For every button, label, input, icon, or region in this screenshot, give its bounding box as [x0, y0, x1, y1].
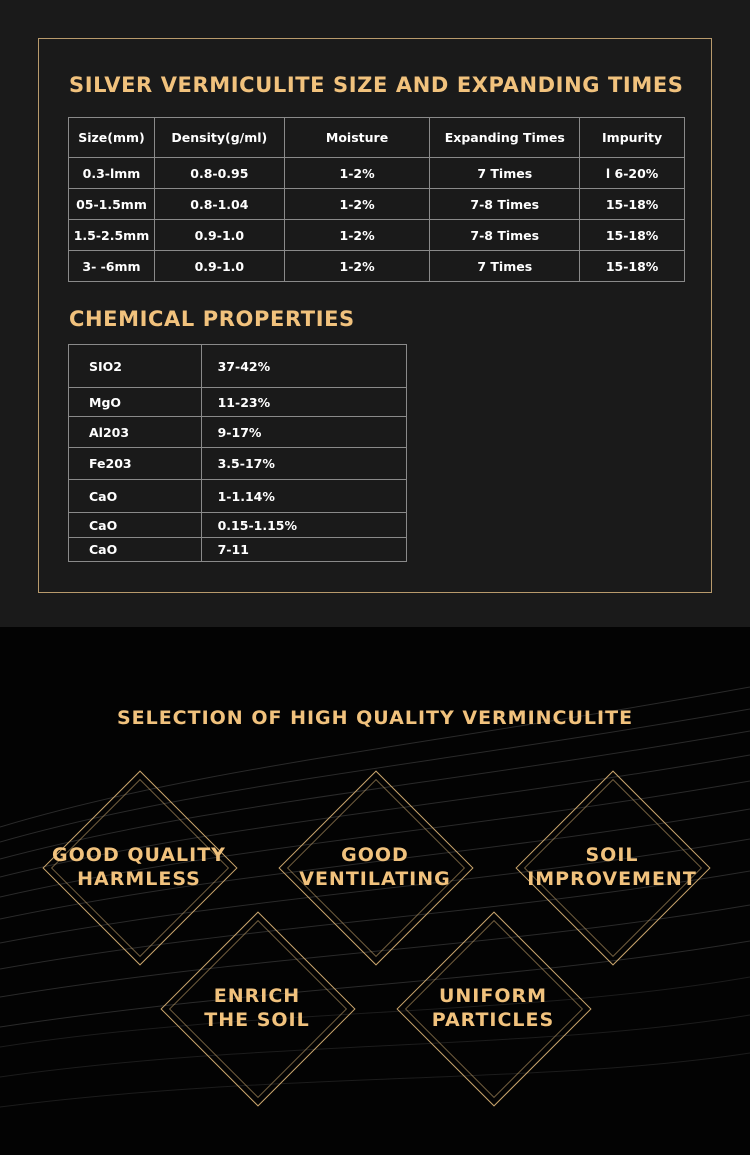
feature-label: [147, 898, 367, 1118]
cell-compound: Fe203: [69, 448, 202, 480]
size-section-title: SILVER VERMICULITE SIZE AND EXPANDING TIMES: [69, 73, 684, 97]
table-row: [69, 345, 407, 388]
table-header-row: [69, 118, 685, 158]
table-row: [69, 538, 407, 562]
cell-size: 0.3-lmm: [69, 158, 155, 189]
header-impurity: Impurity: [580, 118, 685, 158]
table-row: [69, 251, 685, 282]
cell-percentage: 3.5-17%: [201, 448, 406, 480]
feature-line1: GOOD QUALITY: [52, 844, 226, 866]
chemical-section-title: CHEMICAL PROPERTIES: [69, 307, 355, 331]
cell-expanding: 7-8 Times: [430, 189, 580, 220]
table-row: [69, 189, 685, 220]
table-row: [69, 480, 407, 513]
header-size: Size(mm): [69, 118, 155, 158]
cell-compound: CaO: [69, 513, 202, 538]
cell-impurity: 15-18%: [580, 220, 685, 251]
table-row: [69, 388, 407, 417]
feature-line1: UNIFORM: [438, 985, 548, 1007]
cell-density: 0.9-1.0: [154, 220, 284, 251]
feature-line1: GOOD: [341, 844, 409, 866]
cell-expanding: 7 Times: [430, 158, 580, 189]
feature-diamond: [383, 898, 603, 1118]
feature-line2: HARMLESS: [77, 868, 201, 890]
feature-line2: VENTILATING: [299, 868, 451, 890]
cell-compound: CaO: [69, 480, 202, 513]
cell-percentage: 9-17%: [201, 417, 406, 448]
cell-density: 0.9-1.0: [154, 251, 284, 282]
selection-title: SELECTION OF HIGH QUALITY VERMINCULITE: [116, 707, 634, 729]
cell-expanding: 7 Times: [430, 251, 580, 282]
cell-moisture: 1-2%: [284, 251, 430, 282]
table-row: [69, 220, 685, 251]
cell-moisture: 1-2%: [284, 189, 430, 220]
feature-line2: PARTICLES: [431, 1009, 555, 1031]
cell-percentage: 1-1.14%: [201, 480, 406, 513]
cell-impurity: 15-18%: [580, 189, 685, 220]
size-table: [68, 117, 685, 282]
header-expanding-times: Expanding Times: [430, 118, 580, 158]
cell-size: 1.5-2.5mm: [69, 220, 155, 251]
table-row: [69, 448, 407, 480]
cell-percentage: 7-11: [201, 538, 406, 562]
table-row: [69, 417, 407, 448]
cell-percentage: 11-23%: [201, 388, 406, 417]
cell-density: 0.8-0.95: [154, 158, 284, 189]
cell-moisture: 1-2%: [284, 220, 430, 251]
table-row: [69, 158, 685, 189]
header-moisture: Moisture: [284, 118, 430, 158]
cell-percentage: 0.15-1.15%: [201, 513, 406, 538]
cell-expanding: 7-8 Times: [430, 220, 580, 251]
cell-size: 3- -6mm: [69, 251, 155, 282]
chemical-table: [68, 344, 407, 562]
cell-moisture: 1-2%: [284, 158, 430, 189]
feature-label: [383, 898, 603, 1118]
feature-line1: ENRICH: [213, 985, 301, 1007]
table-row: [69, 513, 407, 538]
feature-line2: IMPROVEMENT: [527, 868, 697, 890]
cell-compound: SIO2: [69, 345, 202, 388]
feature-line2: THE SOIL: [204, 1009, 310, 1031]
header-density: Density(g/ml): [154, 118, 284, 158]
feature-diamond: [147, 898, 367, 1118]
cell-compound: CaO: [69, 538, 202, 562]
cell-density: 0.8-1.04: [154, 189, 284, 220]
cell-impurity: l 6-20%: [580, 158, 685, 189]
features-section: [0, 627, 750, 1155]
cell-compound: MgO: [69, 388, 202, 417]
cell-percentage: 37-42%: [201, 345, 406, 388]
feature-line1: SOIL: [585, 844, 639, 866]
cell-compound: Al203: [69, 417, 202, 448]
cell-size: 05-1.5mm: [69, 189, 155, 220]
cell-impurity: 15-18%: [580, 251, 685, 282]
